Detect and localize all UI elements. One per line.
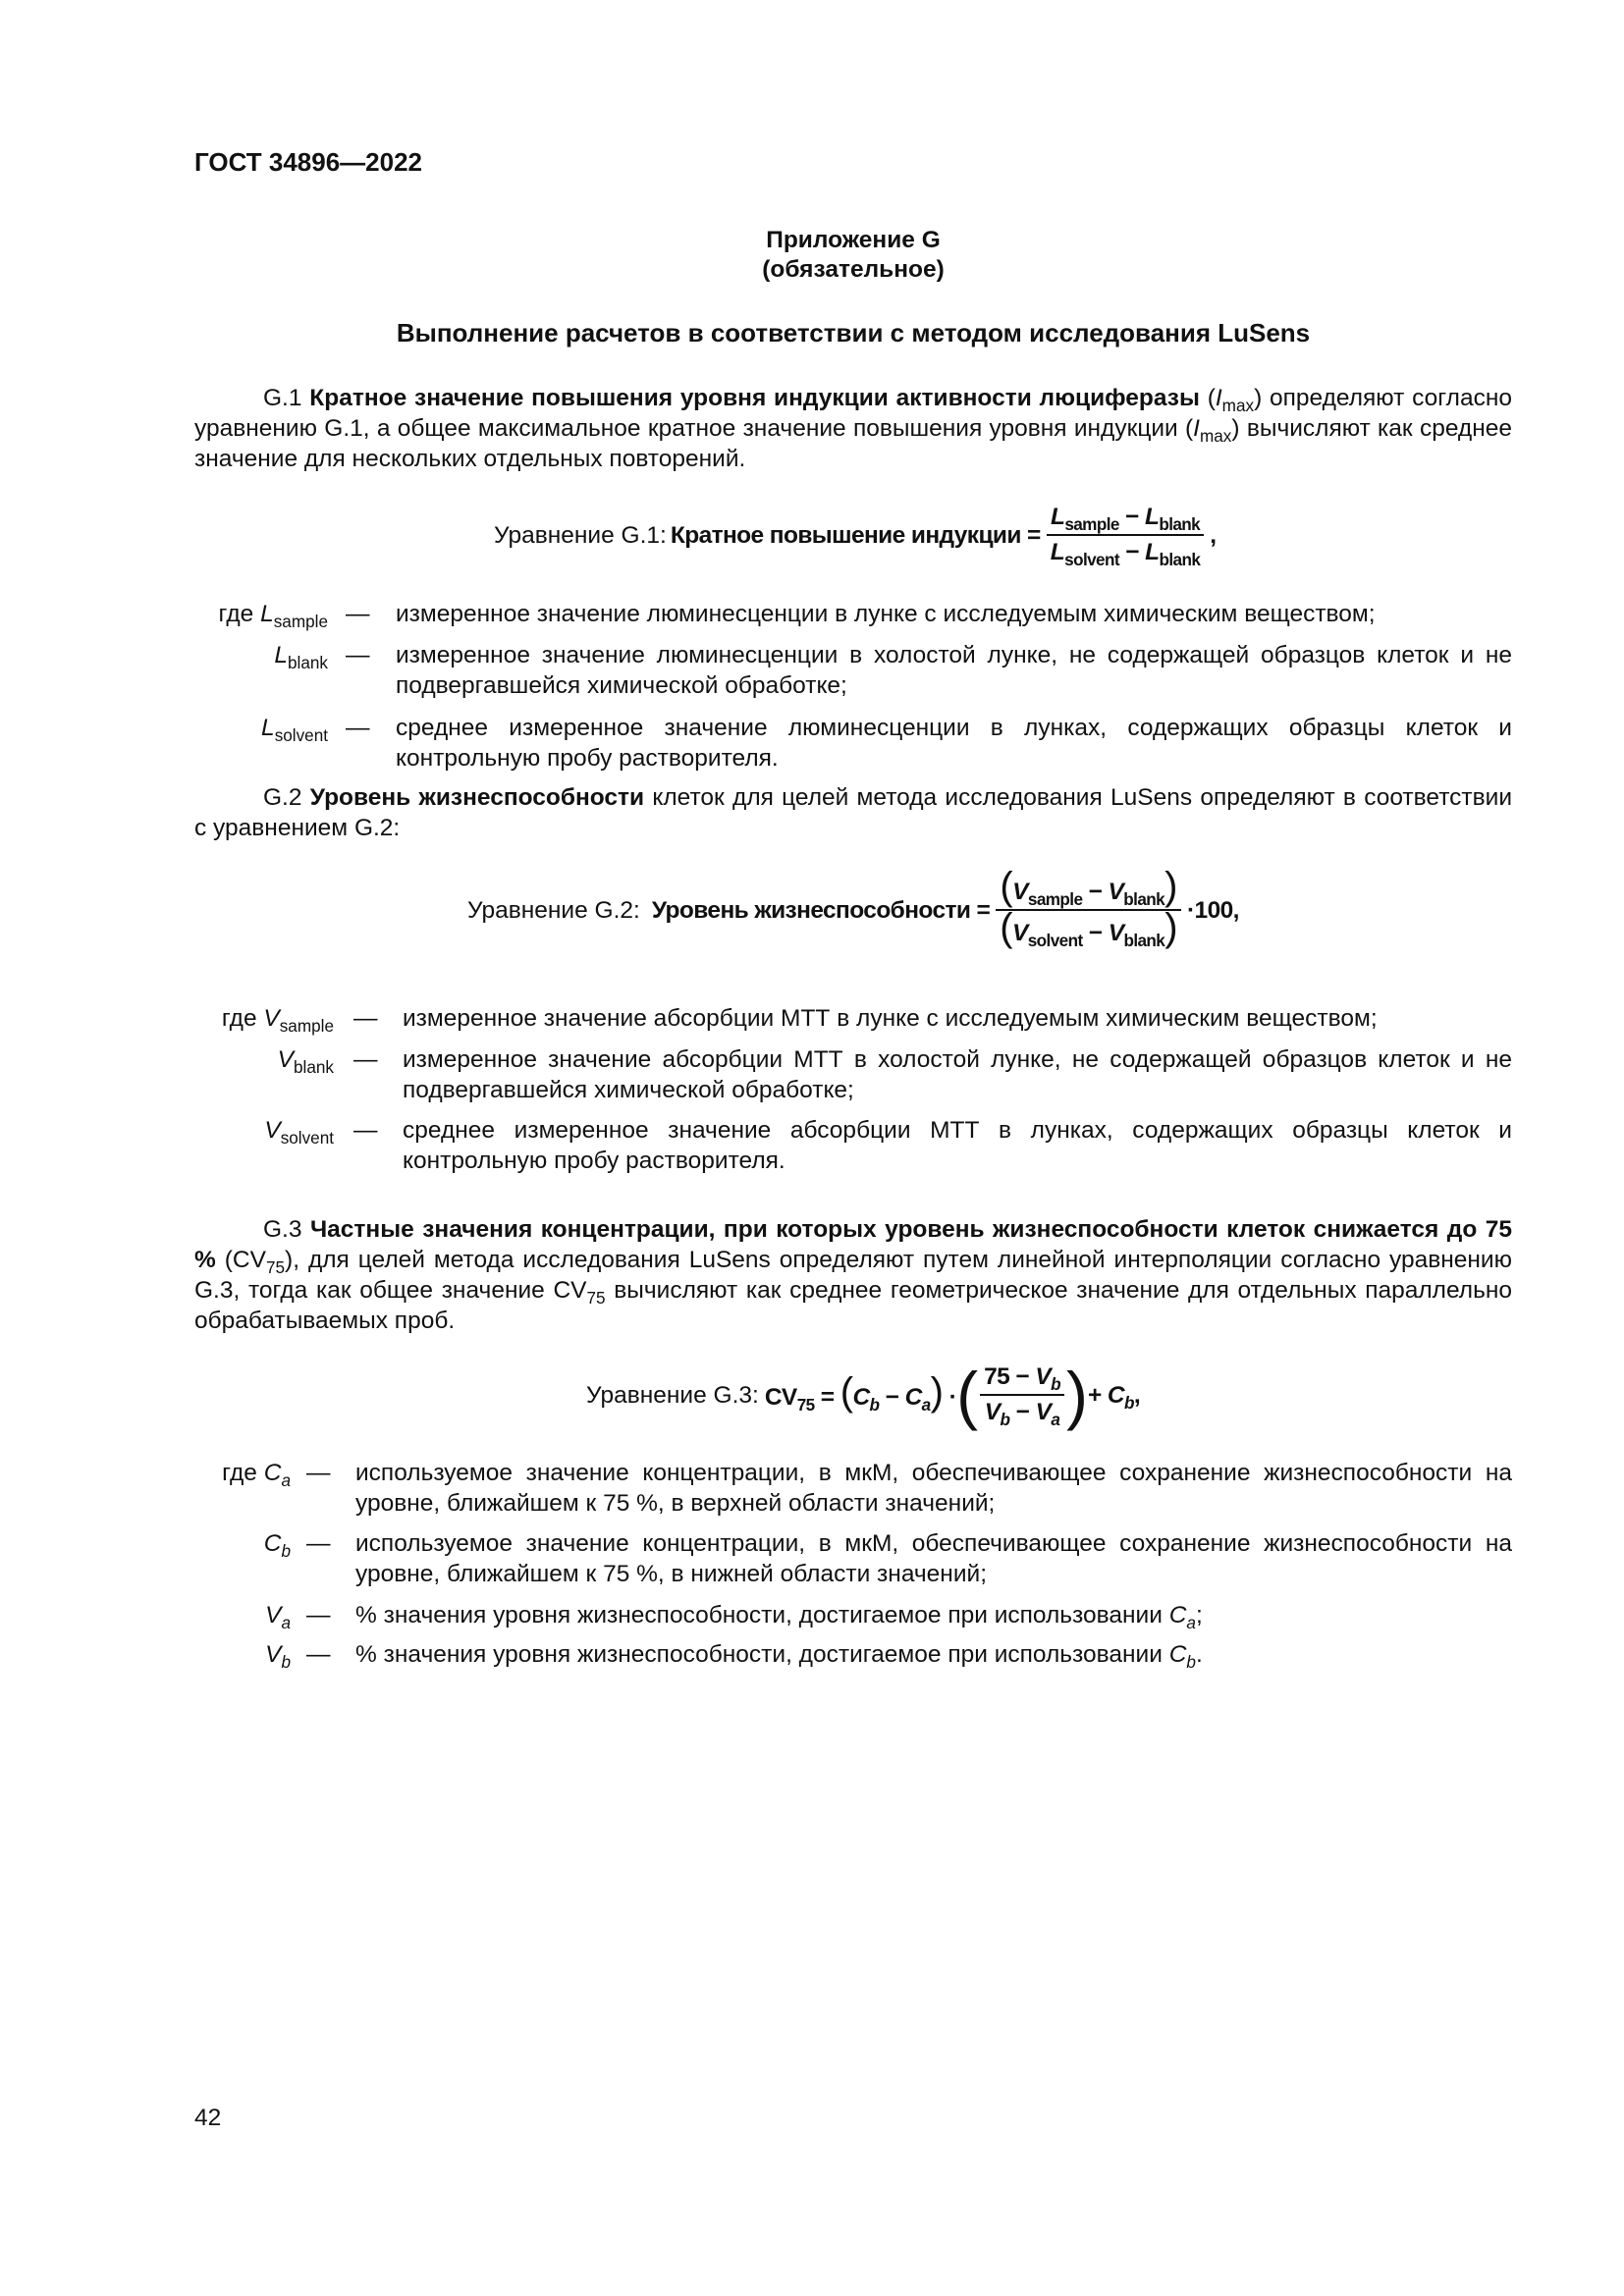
definition-text: измеренное значение абсорбции МТТ в лунке с исследуемым химическим веществом; (403, 1005, 1378, 1032)
definition-text: измеренное значение абсорбции МТТ в холостой лунке, не содержащей образцов клеток и не подвергавшейся химической обработке; (403, 1046, 1512, 1103)
definition-symbol: $V_b$ (265, 1641, 291, 1672)
equation-g3-fraction: $\frac{75 - V_b}{V_b - V_a}$ (980, 1362, 1064, 1427)
definition-text: среднее измеренное значение люминесценции в лунках, содержащих образцы клеток и контрольную пробу растворителя. (396, 715, 1512, 772)
equation-g3: Уравнение G.3: $CV_{75} = (C_b - C_a)$ · ( $\frac{75 - V_b}{V_b - V_a}$ ) + $C_b$, (586, 1359, 1141, 1431)
definition-symbol: где $V_{sample}$ (221, 1005, 334, 1036)
equation-g2-fraction: $\frac{(V_{sample} - V_{blank})}{(V_{solvent} - V_{blank})}$ (996, 872, 1181, 948)
paragraph-g2: G.2 Уровень жизнеспособности клеток для целей метода исследования LuSens определяют в соответствии с уравнением G.2: (194, 784, 1513, 841)
equation-g2: Уравнение G.2: Уровень жизнеспособности = $\frac{(V_{sample} - V_{blank})}{(V_{solvent} - V_{blank})}$ ·100, (467, 865, 1239, 950)
definition-symbol: $L_{blank}$ (274, 642, 328, 672)
definition-text: измеренное значение люминесценции в холостой лунке, не содержащей образцов клеток и не подвергавшейся химической обработке; (396, 642, 1512, 699)
equation-g1-fraction: $\frac{L_{sample} - L_{blank}}{L_{solvent} - L_{blank}}$ (1047, 503, 1205, 567)
definition-symbol: где $L_{sample}$ (218, 601, 328, 631)
definition-text: % значения уровня жизнеспособности, достигаемое при использовании $C_a$; (355, 1602, 1203, 1632)
paragraph-g1: G.1 Кратное значение повышения уровня индукции активности люциферазы $(I_{max})$ определяют согласно уравнению G.1, а общее максимальное кратное значение повышения уровня индукции $(I_{max})$ вычисляют как среднее значение для нескольких отдельных повторений. (194, 385, 1513, 472)
definition-text: используемое значение концентрации, в мкМ, обеспечивающее сохранение жизнеспособности на уровне, ближайшем к 75 %, в нижней области значений; (355, 1530, 1512, 1587)
document-code: ГОСТ 34896—2022 (194, 147, 422, 177)
page-number: 42 (194, 2105, 222, 2131)
definition-symbol: $C_b$ (263, 1530, 291, 1561)
definition-text: среднее измеренное значение абсорбции МТТ в лунках, содержащих образцы клеток и контрольную пробу растворителя. (403, 1117, 1512, 1174)
definition-text: измеренное значение люминесценции в лунке с исследуемым химическим веществом; (396, 601, 1376, 627)
appendix-label: Приложение G (766, 227, 941, 253)
equation-g2-label: Уравнение G.2: (467, 896, 640, 924)
definition-symbol: $V_{solvent}$ (264, 1117, 334, 1148)
paragraph-g3: G.3 Частные значения концентрации, при которых уровень жизнеспособности клеток снижается до 75 % $(CV_{75})$, для целей метода исследования LuSens определяют путем линейной интерполяции согласно уравнению G.3, тогда как общее значение $CV_{75}$ вычисляют как среднее геометрическое значение для отдельных параллельно обрабатываемых проб. (194, 1216, 1513, 1334)
appendix-title: Выполнение расчетов в соответствии с методом исследования LuSens (396, 318, 1311, 347)
appendix-heading (194, 226, 1512, 285)
equation-g1-label: Уравнение G.1: (494, 521, 667, 549)
equation-g3-label: Уравнение G.3: (586, 1381, 759, 1409)
definition-symbol: $V_{blank}$ (277, 1046, 334, 1077)
definition-text: % значения уровня жизнеспособности, достигаемое при использовании $C_b$. (355, 1641, 1203, 1672)
definition-text: используемое значение концентрации, в мкМ, обеспечивающее сохранение жизнеспособности на уровне, ближайшем к 75 %, в верхней области значений; (355, 1460, 1512, 1517)
definition-symbol: $V_a$ (265, 1602, 291, 1632)
definition-symbol: $L_{solvent}$ (261, 715, 328, 745)
equation-g1: Уравнение G.1: Кратное повышение индукции = $\frac{L_{sample} - L_{blank}}{L_{solvent} - L_{blank}}$ , (494, 504, 1217, 569)
appendix-status: (обязательное) (762, 256, 945, 283)
definition-symbol: где $C_a$ (222, 1460, 291, 1490)
